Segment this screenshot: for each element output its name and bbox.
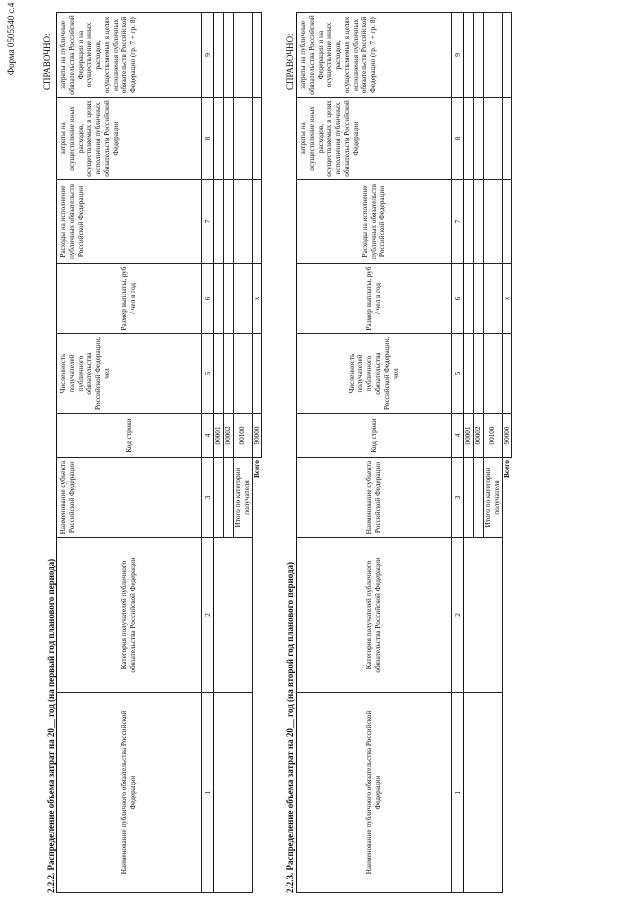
col-header-3: Наименование субъекта Российской Федерации — [297, 458, 452, 538]
col-num-6: 6 — [452, 264, 464, 334]
col-num-3: 3 — [452, 458, 464, 538]
section-heading-2: 2.2.3. Распределение объема затрат на 20__ год (на второй год планового периода) — [285, 561, 295, 893]
other-cost-cell[interactable] — [502, 98, 512, 180]
subject-cell[interactable] — [214, 458, 224, 538]
col-num-3: 3 — [202, 458, 214, 538]
obligation-cell[interactable] — [464, 693, 503, 893]
category-total-code: 00100 — [233, 414, 252, 458]
other-cost-cell[interactable] — [483, 98, 502, 180]
subject-cell[interactable] — [464, 458, 474, 538]
category-cell[interactable] — [464, 538, 503, 693]
col-header-6: Размер выплаты, руб / чел в год — [57, 264, 202, 334]
col-header-8: затраты на осуществление иных расходов, осуществляемых в целях исполнения публичных обязательств Российской Федерации — [57, 98, 202, 180]
allocation-table-2 — [296, 12, 512, 893]
expense-cell[interactable] — [502, 180, 512, 264]
col-num-8: 8 — [202, 98, 214, 180]
other-cost-cell[interactable] — [233, 98, 252, 180]
total-cost-cell[interactable] — [483, 13, 502, 98]
expense-cell[interactable] — [252, 180, 262, 264]
col-header-2: Категория получателей публичного обязательства Российской Федерации — [57, 538, 202, 693]
grand-total-row — [502, 13, 512, 893]
col-header-1: Наименование публичного обязательства Российской Федерации — [297, 693, 452, 893]
section-heading-1: 2.2.2. Распределение объема затрат на 20__ год (на первый год планового периода) — [46, 558, 56, 893]
category-total-code: 00100 — [483, 414, 502, 458]
count-cell[interactable] — [214, 334, 224, 414]
obligation-cell[interactable] — [214, 693, 253, 893]
grand-total-code: 90000 — [252, 414, 262, 458]
col-header-4: Код строки — [297, 414, 452, 458]
category-cell[interactable] — [214, 538, 253, 693]
count-cell[interactable] — [252, 334, 262, 414]
grand-total-code: 90000 — [502, 414, 512, 458]
category-total-label: Итого по категории получателя — [483, 458, 502, 538]
col-num-1: 1 — [202, 693, 214, 893]
col-num-8: 8 — [452, 98, 464, 180]
count-cell[interactable] — [502, 334, 512, 414]
row-code: 00002 — [223, 414, 233, 458]
col-num-7: 7 — [202, 180, 214, 264]
total-cost-cell[interactable] — [502, 13, 512, 98]
col-num-4: 4 — [452, 414, 464, 458]
amount-cell[interactable] — [223, 264, 233, 334]
col-num-9: 9 — [452, 13, 464, 98]
x-mark: x — [502, 264, 512, 334]
other-cost-cell[interactable] — [464, 98, 474, 180]
form-code: Форма 0505540 с.4 — [6, 2, 16, 75]
expense-cell[interactable] — [483, 180, 502, 264]
grand-total-label: Всего — [252, 460, 261, 478]
expense-cell[interactable] — [233, 180, 252, 264]
col-num-5: 5 — [202, 334, 214, 414]
subject-cell[interactable] — [223, 458, 233, 538]
other-cost-cell[interactable] — [473, 98, 483, 180]
grand-total-label: Всего — [502, 460, 511, 478]
count-cell[interactable] — [223, 334, 233, 414]
total-cost-cell[interactable] — [214, 13, 224, 98]
header-row — [57, 13, 202, 893]
category-total-label: Итого по категории получателя — [233, 458, 252, 538]
total-cost-cell[interactable] — [233, 13, 252, 98]
table-row — [214, 13, 224, 893]
other-cost-cell[interactable] — [252, 98, 262, 180]
column-number-row — [452, 13, 464, 893]
col-header-1: Наименование публичного обязательства Российской Федерации — [57, 693, 202, 893]
grand-total-row — [252, 13, 262, 893]
count-cell[interactable] — [483, 334, 502, 414]
col-header-3: Наименование субъекта Российской Федерации — [57, 458, 202, 538]
count-cell[interactable] — [473, 334, 483, 414]
total-cost-cell[interactable] — [464, 13, 474, 98]
count-cell[interactable] — [233, 334, 252, 414]
col-header-5: Численность получателей публичного обязательства Российской Федерации, чел — [297, 334, 452, 414]
col-header-7: Расходы на исполнение публичных обязательств Российской Федерации — [57, 180, 202, 264]
row-code: 00001 — [464, 414, 474, 458]
header-row — [297, 13, 452, 893]
count-cell[interactable] — [464, 334, 474, 414]
other-cost-cell[interactable] — [223, 98, 233, 180]
reference-label-1: СПРАВОЧНО: — [42, 33, 52, 90]
amount-cell[interactable] — [233, 264, 252, 334]
col-num-2: 2 — [452, 538, 464, 693]
amount-cell[interactable] — [464, 264, 474, 334]
reference-label-2: СПРАВОЧНО: — [285, 33, 295, 90]
col-header-7: Расходы на исполнение публичных обязательств Российской Федерации — [297, 180, 452, 264]
total-cost-cell[interactable] — [223, 13, 233, 98]
row-code: 00001 — [214, 414, 224, 458]
expense-cell[interactable] — [223, 180, 233, 264]
col-num-9: 9 — [202, 13, 214, 98]
col-num-7: 7 — [452, 180, 464, 264]
allocation-table-1 — [56, 12, 262, 893]
expense-cell[interactable] — [464, 180, 474, 264]
col-num-4: 4 — [202, 414, 214, 458]
col-num-5: 5 — [452, 334, 464, 414]
col-header-4: Код строки — [57, 414, 202, 458]
row-code: 00002 — [473, 414, 483, 458]
expense-cell[interactable] — [214, 180, 224, 264]
col-num-6: 6 — [202, 264, 214, 334]
col-header-8: затраты на осуществление иных расходов, осуществляемых в целях исполнения публичных обязательств Российской Федерации — [297, 98, 452, 180]
col-header-9: затраты на публичные обязательства Российской Федерации и на осуществление иных расходов, осуществляемых в целях исполнения публичных обязательств Российской Федерации (гр. 7 + гр. 8) — [57, 13, 202, 98]
expense-cell[interactable] — [473, 180, 483, 264]
col-header-2: Категория получателей публичного обязательства Российской Федерации — [297, 538, 452, 693]
amount-cell[interactable] — [483, 264, 502, 334]
other-cost-cell[interactable] — [214, 98, 224, 180]
col-header-6: Размер выплаты, руб / чел в год — [297, 264, 452, 334]
col-header-5: Численность получателей публичного обязательства Российской Федерации, чел — [57, 334, 202, 414]
col-num-2: 2 — [202, 538, 214, 693]
total-cost-cell[interactable] — [252, 13, 262, 98]
subject-cell[interactable] — [473, 458, 483, 538]
x-mark: x — [252, 264, 262, 334]
amount-cell[interactable] — [473, 264, 483, 334]
amount-cell[interactable] — [214, 264, 224, 334]
col-num-1: 1 — [452, 693, 464, 893]
total-cost-cell[interactable] — [473, 13, 483, 98]
col-header-9: затраты на публичные обязательства Российской Федерации и на осуществление иных расходов, осуществляемых в целях исполнения публичных обязательств Российской Федерации (гр. 7 + гр. 8) — [297, 13, 452, 98]
column-number-row — [202, 13, 214, 893]
table-row — [464, 13, 474, 893]
